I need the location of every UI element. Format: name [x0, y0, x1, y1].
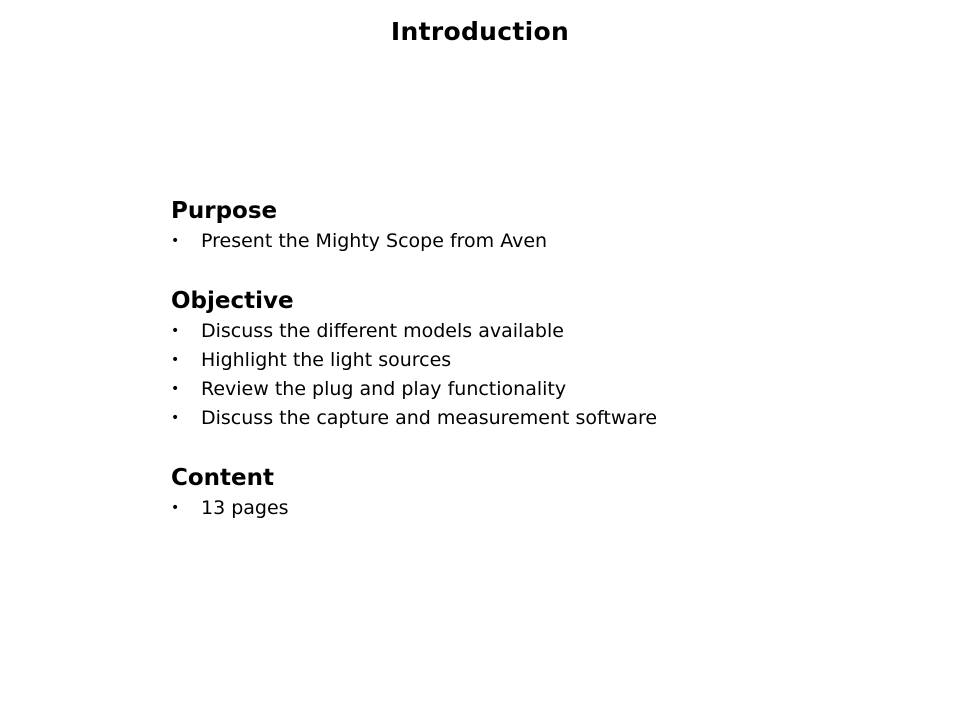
section-purpose — [171, 195, 911, 256]
section-heading-content: Content — [171, 465, 275, 491]
bullet-text: Present the Mighty Scope from Aven — [201, 230, 548, 252]
bullet-icon: • — [171, 381, 180, 397]
list-item — [171, 404, 911, 433]
list-item — [171, 346, 911, 375]
list-item — [171, 227, 911, 256]
list-item — [171, 317, 911, 346]
bullet-icon: • — [171, 410, 180, 426]
bullet-text: Highlight the light sources — [201, 349, 452, 371]
section-heading-objective: Objective — [171, 288, 294, 314]
section-content — [171, 462, 911, 523]
bullet-text: 13 pages — [201, 497, 289, 519]
bullet-icon: • — [171, 352, 180, 368]
bullet-list-content — [171, 494, 911, 523]
bullet-text: Review the plug and play functionality — [201, 378, 567, 400]
list-item — [171, 375, 911, 404]
bullet-icon: • — [171, 500, 180, 516]
section-objective — [171, 285, 911, 433]
bullet-list-purpose — [171, 227, 911, 256]
section-heading-purpose: Purpose — [171, 198, 278, 224]
bullet-text: Discuss the different models available — [201, 320, 564, 342]
bullet-list-objective — [171, 317, 911, 433]
bullet-text: Discuss the capture and measurement software — [201, 407, 658, 429]
bullet-icon: • — [171, 233, 180, 249]
bullet-icon: • — [171, 323, 180, 339]
slide-title: Introduction — [390, 17, 570, 46]
list-item — [171, 494, 911, 523]
slide-content — [171, 195, 911, 552]
